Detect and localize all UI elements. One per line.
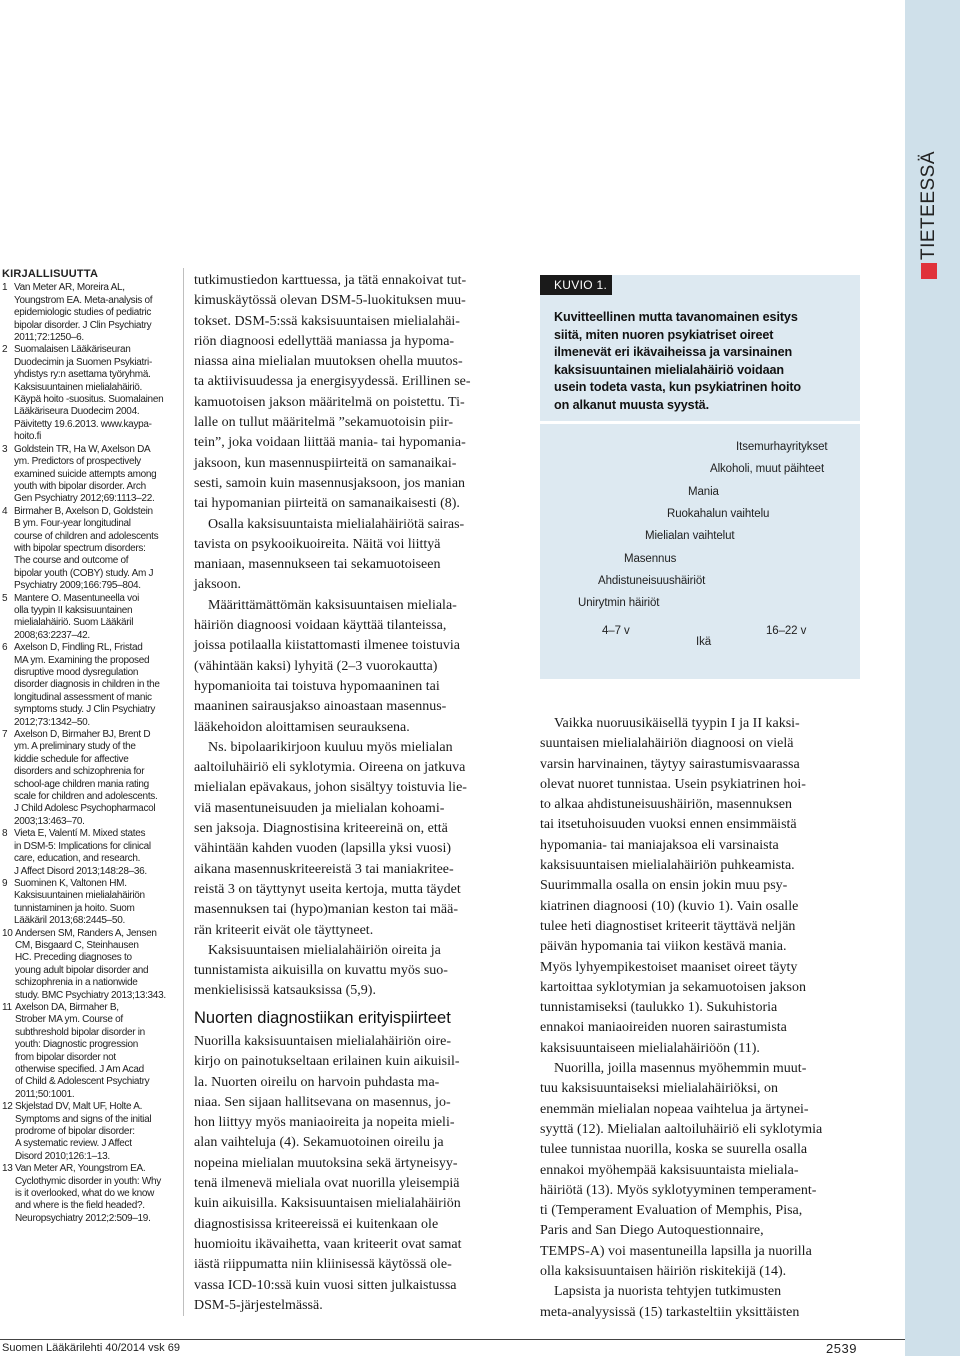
reference-number: 6	[2, 642, 8, 654]
text-line: joissa potilaalla kiistattomasti ilmenee toistuvia	[194, 638, 460, 654]
paragraph	[194, 515, 518, 596]
paragraph	[540, 1059, 864, 1282]
text-line: tokset. DSM-5:ssä kaksisuuntaisen mielialahäi-	[194, 313, 460, 329]
label-mieliala: Mielialan vaihtelut	[645, 530, 735, 542]
body-column-2	[540, 714, 864, 1323]
text-line: meta-analyysissä (15) tarkasteltiin yksittäisten	[540, 1304, 800, 1320]
text-line: aikana masennuskriteereistä 3 tai maniakritee-	[194, 861, 454, 877]
reference-number: 5	[2, 592, 8, 604]
text-line: reistä 3 on täyttynyt useita kertoja, mutta täydet	[194, 881, 461, 897]
reference-line: Kaksisuuntainen mielialahäiriö.	[14, 381, 143, 393]
text-line: Määrittämättömän kaksisuuntaisen mieliala-	[208, 597, 457, 613]
reference-number: 2	[2, 344, 8, 356]
reference-line: A systematic review. J Affect	[15, 1138, 132, 1150]
section-heading: Nuorten diagnostiikan erityispiirteet	[194, 1008, 451, 1027]
reference-item	[2, 506, 182, 593]
reference-list	[2, 282, 182, 1225]
reference-line: is it overlooked, what do we know	[15, 1188, 155, 1200]
reference-line: Suomalaisen Lääkäriseuran	[14, 344, 131, 356]
text-line: ennakoi myöhempää kaksisuuntaista mieliala-	[540, 1162, 799, 1178]
reference-line: young adult bipolar disorder and	[15, 964, 149, 976]
reference-line: 2008;63:2237–42.	[14, 629, 90, 641]
reference-line: disorder diagnosis in children in the	[14, 679, 160, 691]
text-line: syyttä (12). Mielialan aaltoiluhäiriö eli syklotymia	[540, 1121, 823, 1137]
reference-line: scale for children and adolescents.	[14, 791, 158, 803]
text-line: (vähintään kaksi) lyhyitä (2–3 vuorokautta)	[194, 658, 438, 674]
reference-text	[15, 928, 182, 1002]
reference-number: 1	[2, 282, 8, 294]
reference-number: 4	[2, 505, 8, 517]
text-line: olevat nuoret tunnistaa. Usein psykiatrinen hoi-	[540, 776, 806, 792]
reference-line: Axelson D, Birmaher BJ, Brent D	[14, 729, 151, 741]
reference-line: mielialahäiriö. Suom Lääkäril	[14, 617, 134, 629]
text-line: hypomanioita tai toistuva hypomaaninen tai	[194, 678, 440, 694]
text-line: Nuorilla kaksisuuntaisen mielialahäiriön oire-	[194, 1033, 451, 1049]
text-line: kaksisuuntaiseen mielialahäiriöön (11).	[540, 1040, 760, 1056]
age-end-label: 16–22 v	[766, 625, 807, 637]
reference-item	[2, 729, 182, 828]
reference-item	[2, 282, 182, 344]
text-line: siitä, miten nuoren psykiatriset oireet	[554, 327, 774, 342]
paragraph	[540, 1282, 864, 1323]
reference-text	[14, 593, 182, 643]
text-line: tein”, joka voidaan liittää mania- tai hypomania-	[194, 435, 466, 451]
label-mania: Mania	[688, 486, 719, 498]
label-itsemurhayritykset: Itsemurhayritykset	[736, 441, 828, 453]
text-line: lalle on tullut määritelmä ”sekamuotoisin piir-	[194, 415, 454, 431]
section-label-text: TIETEESSÄ	[918, 150, 939, 260]
reference-line: ym. A preliminary study of the	[14, 741, 136, 753]
paragraph	[194, 941, 518, 1002]
references-column	[2, 268, 182, 1225]
reference-item	[2, 1101, 182, 1163]
reference-item	[2, 878, 182, 928]
footer-rule	[0, 1339, 905, 1340]
reference-number: 11	[2, 1001, 12, 1013]
reference-text	[14, 729, 182, 828]
journal-info: Suomen Lääkärilehti 40/2014 vsk 69	[2, 1342, 180, 1354]
text-line: tunnistamista aikuisilla on kuvattu myös suo-	[194, 963, 448, 979]
body-column-1	[194, 271, 518, 1316]
reference-line: youth with bipolar disorder. Arch	[14, 480, 146, 492]
reference-item	[2, 344, 182, 443]
reference-line: Neuropsychiatry 2012;2:509–19.	[15, 1212, 151, 1224]
text-line: olla kaksisuuntaisen häiriön riskitekijä (14).	[540, 1264, 787, 1280]
text-line: on alkanut muusta syystä.	[554, 397, 709, 412]
text-line: nopeina mielialan muutoksina sekä ärtyneisyy-	[194, 1155, 458, 1171]
reference-line: of Child & Adolescent Psychiatry	[15, 1076, 150, 1088]
reference-item	[2, 593, 182, 643]
references-title: KIRJALLISUUTTA	[2, 268, 99, 280]
text-line: tenä ilmenevä mieliala ovat nuorilla yleisempiä	[194, 1176, 460, 1192]
reference-number: 13	[2, 1163, 13, 1175]
text-line: maniaan, masennukseen tai sekamuotoiseen	[194, 557, 441, 573]
text-line: kaksisuuntaisen mielialahäiriön puhkeamista.	[540, 858, 795, 874]
text-line: Kaksisuuntaisen mielialahäiriön oireita ja	[208, 942, 441, 958]
reference-line: Goldstein TR, Ha W, Axelson DA	[14, 443, 151, 455]
reference-number: 8	[2, 828, 8, 840]
reference-line: Van Meter AR, Moreira AL,	[14, 282, 125, 294]
reference-line: study. BMC Psychiatry 2013;13:343.	[15, 989, 166, 1001]
reference-line: ym. Predictors of prospectively	[14, 456, 141, 468]
page-number: 2539	[826, 1341, 857, 1356]
reference-text	[15, 1163, 182, 1225]
age-axis-label: Ikä	[696, 636, 712, 648]
text-line: ta aktiivisuudessa ja energisyydessä. Erillinen se-	[194, 374, 471, 390]
text-line: mielialan epävakaus, johon sisältyy toistuvia lie-	[194, 780, 467, 796]
text-line: TEMPS-A) voi masentuneilla lapsilla ja nuorilla	[540, 1243, 812, 1259]
text-line: vähintään kahden vuoden (lapsilla yksi vuosi)	[194, 841, 451, 857]
text-line: tavista on psykooikuoireita. Näitä voi liittyä	[194, 536, 441, 552]
reference-line: with bipolar spectrum disorders:	[14, 542, 146, 554]
text-line: rän kriteerit eivät ole täyttyneet.	[194, 922, 374, 938]
text-line: diagnostisissa kriteereissä ei kuitenkaan ole	[194, 1216, 439, 1232]
text-line: menkielisissä katsauksissa (5,9).	[194, 983, 376, 999]
reference-line: CM, Bisgaard C, Steinhausen	[15, 939, 139, 951]
reference-line: kiddie schedule for affective	[14, 753, 129, 765]
text-line: sen jaksoja. Diagnostisina kriteereinä on, että	[194, 821, 448, 837]
age-start-label: 4–7 v	[602, 625, 630, 637]
text-line: tulee tunnistaa nuorilla, koska se suurella osalla	[540, 1142, 808, 1158]
text-line: enemmän mielialan nopeaa vaihtelua ja ärtynei-	[540, 1101, 809, 1117]
reference-line: Van Meter AR, Youngstrom EA.	[15, 1163, 146, 1175]
reference-line: youth: Diagnostic progression	[15, 1039, 139, 1051]
reference-line: Käypä hoito -suositus. Suomalainen	[14, 394, 164, 406]
reference-number: 9	[2, 877, 8, 889]
reference-line: Axelson D, Findling RL, Fristad	[14, 642, 143, 654]
reference-line: Suominen K, Valtonen HM.	[14, 877, 127, 889]
reference-line: olla tyypin II kaksisuuntainen	[14, 604, 133, 616]
reference-line: 2012;73:1342–50.	[14, 716, 90, 728]
text-line: hypomania- tai maniajaksoa eli varsinaista	[540, 837, 779, 853]
reference-line: Vieta E, Valentí M. Mixed states	[14, 828, 146, 840]
reference-line: HC. Preceding diagnoses to	[15, 952, 132, 964]
text-line: jaksoon, kun masennuspiirteitä on samanaikai-	[194, 455, 457, 471]
reference-text	[14, 444, 182, 506]
reference-line: examined suicide attempts among	[14, 468, 157, 480]
reference-line: Duodecimin ja Suomen Psykiatri-	[14, 356, 152, 368]
text-line: vassa ICD-10:ssä kuin vuosi sitten julkaistussa	[194, 1277, 457, 1293]
label-masennus: Masennus	[624, 553, 677, 565]
reference-line: tunnistaminen ja hoito. Suom	[14, 902, 135, 914]
text-line: iästä riippumatta niin kliinisessä käytössä ole-	[194, 1257, 452, 1273]
reference-item	[2, 1002, 182, 1101]
reference-text	[14, 506, 182, 593]
reference-line: Youngstrom EA. Meta-analysis of	[14, 294, 153, 306]
reference-line: J Affect Disord 2013;148:28–36.	[14, 865, 147, 877]
text-line: niassa aina mielialan muutoksen ohella muutos-	[194, 354, 463, 370]
reference-text	[14, 878, 182, 928]
text-line: suuntaisen mielialahäiriön diagnoosi on vielä	[540, 736, 794, 752]
text-line: kaksisuuntainen mielialahäiriö voidaan	[554, 362, 784, 377]
reference-text	[14, 828, 182, 878]
reference-line: 2011;50:1001.	[15, 1088, 75, 1100]
reference-line: longitudinal assessment of manic	[14, 691, 152, 703]
column-divider	[183, 268, 184, 1316]
text-line: tunnistamiseksi (taulukko 1). Sukuhistoria	[540, 1000, 778, 1016]
label-uni: Unirytmin häiriöt	[578, 597, 660, 609]
text-line: häiriön diagnoosi voidaan käyttää tilanteissa,	[194, 618, 447, 634]
reference-item	[2, 828, 182, 878]
reference-line: J Child Adolesc Psychopharmacol	[14, 803, 156, 815]
label-ahdistus: Ahdistuneisuushäiriöt	[598, 575, 706, 587]
text-line: riön diagnoosi edellyttää maniassa ja hypoma-	[194, 333, 455, 349]
reference-line: Lääkäriseura Duodecim 2004.	[14, 406, 140, 418]
text-line: päivän hypomania tai viikon kestävä mania.	[540, 939, 787, 955]
text-line: Nuorilla, joilla masennus myöhemmin muut-	[554, 1061, 807, 1077]
reference-number: 10	[2, 927, 13, 939]
reference-line: Birmaher B, Axelson D, Goldstein	[14, 505, 153, 517]
text-line: ennakoi maniaoireiden nuoren sairastumista	[540, 1020, 787, 1036]
text-line: Paris and San Diego Autoquestionnaire,	[540, 1223, 764, 1239]
reference-line: Cyclothymic disorder in youth: Why	[15, 1175, 161, 1187]
text-line: jaksoon.	[194, 577, 242, 593]
text-line: alan vaihteluja (4). Sekamuotoinen oireilu ja	[194, 1135, 444, 1151]
reference-line: Psychiatry 2009;166:795–804.	[14, 580, 141, 592]
reference-line: epidemiologic studies of pediatric	[14, 307, 152, 319]
label-alkoholi: Alkoholi, muut päihteet	[710, 463, 825, 475]
text-line: tulee heti diagnostiset kriteerit täyttävä neljän	[540, 918, 796, 934]
text-line: tuu kaksisuuntaiseksi mielialahäiriöksi, on	[540, 1081, 778, 1097]
reference-line: 2003;13:463–70.	[14, 815, 85, 827]
reference-line: subthreshold bipolar disorder in	[15, 1026, 145, 1038]
reference-line: schizophrenia in a nationwide	[15, 977, 138, 989]
reference-item	[2, 928, 182, 1002]
paragraph	[540, 714, 864, 1059]
reference-line: Päivitetty 19.6.2013. www.kaypa-	[14, 418, 152, 430]
section-marker-square	[921, 263, 937, 279]
text-line: maaninen sairausjakso ainoastaan masennus-	[194, 699, 447, 715]
text-line: masennuksen tai (hypo)manian keston tai mää-	[194, 902, 458, 918]
paragraph	[194, 596, 518, 738]
text-line: kirjo on painotukseltaan erilainen kuin aikuisil-	[194, 1054, 460, 1070]
text-line: hon liittyy myös maniaoireita ja nopeita mieli-	[194, 1115, 455, 1131]
reference-line: and where is the field headed?.	[15, 1200, 145, 1212]
section-label	[906, 150, 946, 270]
reference-line: Symptoms and signs of the initial	[15, 1113, 152, 1125]
text-line: Osalla kaksisuuntaista mielialahäiriötä sairas-	[208, 516, 465, 532]
reference-line: Skjelstad DV, Malt UF, Holte A.	[15, 1101, 143, 1113]
reference-line: Andersen SM, Randers A, Jensen	[15, 927, 157, 939]
text-line: tai hypomanian piirteitä on samanaikaisesti (8).	[194, 496, 460, 512]
text-line: DSM-5-järjestelmässä.	[194, 1297, 323, 1313]
reference-line: disruptive mood dysregulation	[14, 667, 139, 678]
reference-line: from bipolar disorder not	[15, 1051, 116, 1063]
text-line: kartoittaa syklotymian ja sekamuotoisen jakson	[540, 979, 806, 995]
text-line: tutkimustiedon karttuessa, ja tätä ennakoivat tut-	[194, 273, 467, 288]
text-line: kiatrinen diagnoosi (10) (kuvio 1). Vain osalle	[540, 898, 799, 914]
text-line: huomioitu ikävaihetta, vaan kriteerit ovat samat	[194, 1236, 462, 1252]
paragraph	[194, 1032, 518, 1316]
reference-item	[2, 642, 182, 729]
reference-line: Kaksisuuntainen mielialahäiriön	[14, 890, 145, 902]
paragraph	[194, 271, 518, 515]
reference-line: Gen Psychiatry 2012;69:1113–22.	[14, 493, 155, 505]
reference-item	[2, 444, 182, 506]
reference-line: school-age children mania rating	[14, 778, 149, 790]
label-ruokahalu: Ruokahalun vaihtelu	[667, 508, 770, 520]
text-line: Ns. bipolaarikirjoon kuuluu myös mielialan	[208, 739, 453, 755]
text-line: to alkaa ahdistuneisuushäiriön, masennuksen	[540, 797, 792, 813]
reference-line: yhdistys ry:n asettama työryhmä.	[14, 369, 151, 381]
reference-line: Mantere O. Masentuneella voi	[14, 592, 140, 604]
text-line: kamuotoisen jakson määritelmä on poistettu. Ti-	[194, 394, 465, 410]
text-line: häiriötä (13). Myös syklotyyminen temperament-	[540, 1182, 817, 1198]
figure-tag: KUVIO 1.	[540, 275, 612, 295]
reference-line: bipolar youth (COBY) study. Am J	[14, 567, 154, 579]
reference-number: 3	[2, 443, 8, 455]
reference-line: B ym. Four-year longitudinal	[14, 518, 131, 530]
reference-text	[14, 344, 182, 443]
text-line: ilmenevät eri ikävaiheissa ja varsinainen	[554, 345, 793, 359]
reference-line: 2011;72:1250–6.	[14, 332, 84, 344]
reference-number: 12	[2, 1101, 13, 1113]
text-line: Myös lyhyempikestoiset maaniset oireet täyty	[540, 959, 798, 975]
reference-line: Disord 2010;126:1–13.	[15, 1150, 110, 1162]
text-line: ti (Temperament Evaluation of Memphis, Pisa,	[540, 1203, 803, 1219]
reference-line: disorders and schizophrenia for	[14, 766, 145, 778]
reference-line: course of children and adolescents	[14, 530, 159, 542]
text-line: aaltoiluhäiriö eli syklotymia. Oireena on jatkuva	[194, 760, 466, 776]
reference-line: in DSM-5: Implications for clinical	[14, 840, 151, 852]
reference-text	[15, 1101, 182, 1163]
text-line: viä masentuneisuuden ja mielialan kohoami-	[194, 800, 445, 816]
reference-text	[14, 642, 182, 729]
reference-line: Strober MA ym. Course of	[15, 1014, 123, 1026]
reference-line: care, education, and research.	[14, 853, 141, 865]
reference-line: symptoms study. J Clin Psychiatry	[14, 704, 156, 716]
reference-line: bipolar disorder. J Clin Psychiatry	[14, 319, 152, 331]
text-line: tai itsetuhoisuuden vuoksi ennen ensimmäistä	[540, 817, 797, 833]
reference-line: Axelson DA, Birmaher B,	[15, 1001, 119, 1013]
text-line: niaa. Sen sijaan hallitsevana on masennus, jo-	[194, 1094, 451, 1110]
reference-line: otherwise specified. J Am Acad	[15, 1064, 144, 1075]
reference-line: The course and outcome of	[14, 555, 129, 567]
text-line: kimuskäytössä olevan DSM-5-luokituksen muu-	[194, 293, 466, 309]
text-line: Kuvitteellinen mutta tavanomainen esitys	[554, 310, 798, 324]
text-line: sesti, samoin kuin masennusjaksoon, jos manian	[194, 475, 466, 491]
figure-box	[540, 275, 860, 679]
reference-line: MA ym. Examining the proposed	[14, 654, 150, 666]
text-line: usein todeta vasta, kun psykiatrinen hoito	[554, 380, 802, 394]
reference-line: Lääkäril 2013;68:2445–50.	[14, 915, 125, 927]
text-line: la. Nuorten oireilu on harvoin puhdasta ma-	[194, 1074, 440, 1090]
reference-item	[2, 1163, 182, 1225]
reference-number: 7	[2, 729, 8, 741]
reference-line: hoito.fi	[14, 431, 42, 443]
text-line: kuin aikuisilla. Kaksisuuntaisen mielialahäiriön	[194, 1196, 461, 1212]
figure-divider	[540, 421, 860, 424]
reference-text	[14, 282, 182, 344]
text-line: varsin harvinainen, täytyy sairastumisvaarassa	[540, 756, 800, 772]
text-line: lääkehoidon aloittamisen seurauksena.	[194, 719, 410, 735]
text-line: Vaikka nuoruusikäisellä tyypin I ja II kaksi-	[554, 716, 800, 731]
text-line: Suurimmalla osalla on ensin jokin muu psy-	[540, 878, 788, 894]
reference-line: prodrome of bipolar disorder:	[15, 1126, 135, 1138]
figure-caption	[554, 309, 854, 414]
paragraph	[194, 738, 518, 941]
reference-text	[15, 1002, 182, 1101]
text-line: Lapsista ja nuorista tehtyjen tutkimusten	[554, 1284, 782, 1300]
